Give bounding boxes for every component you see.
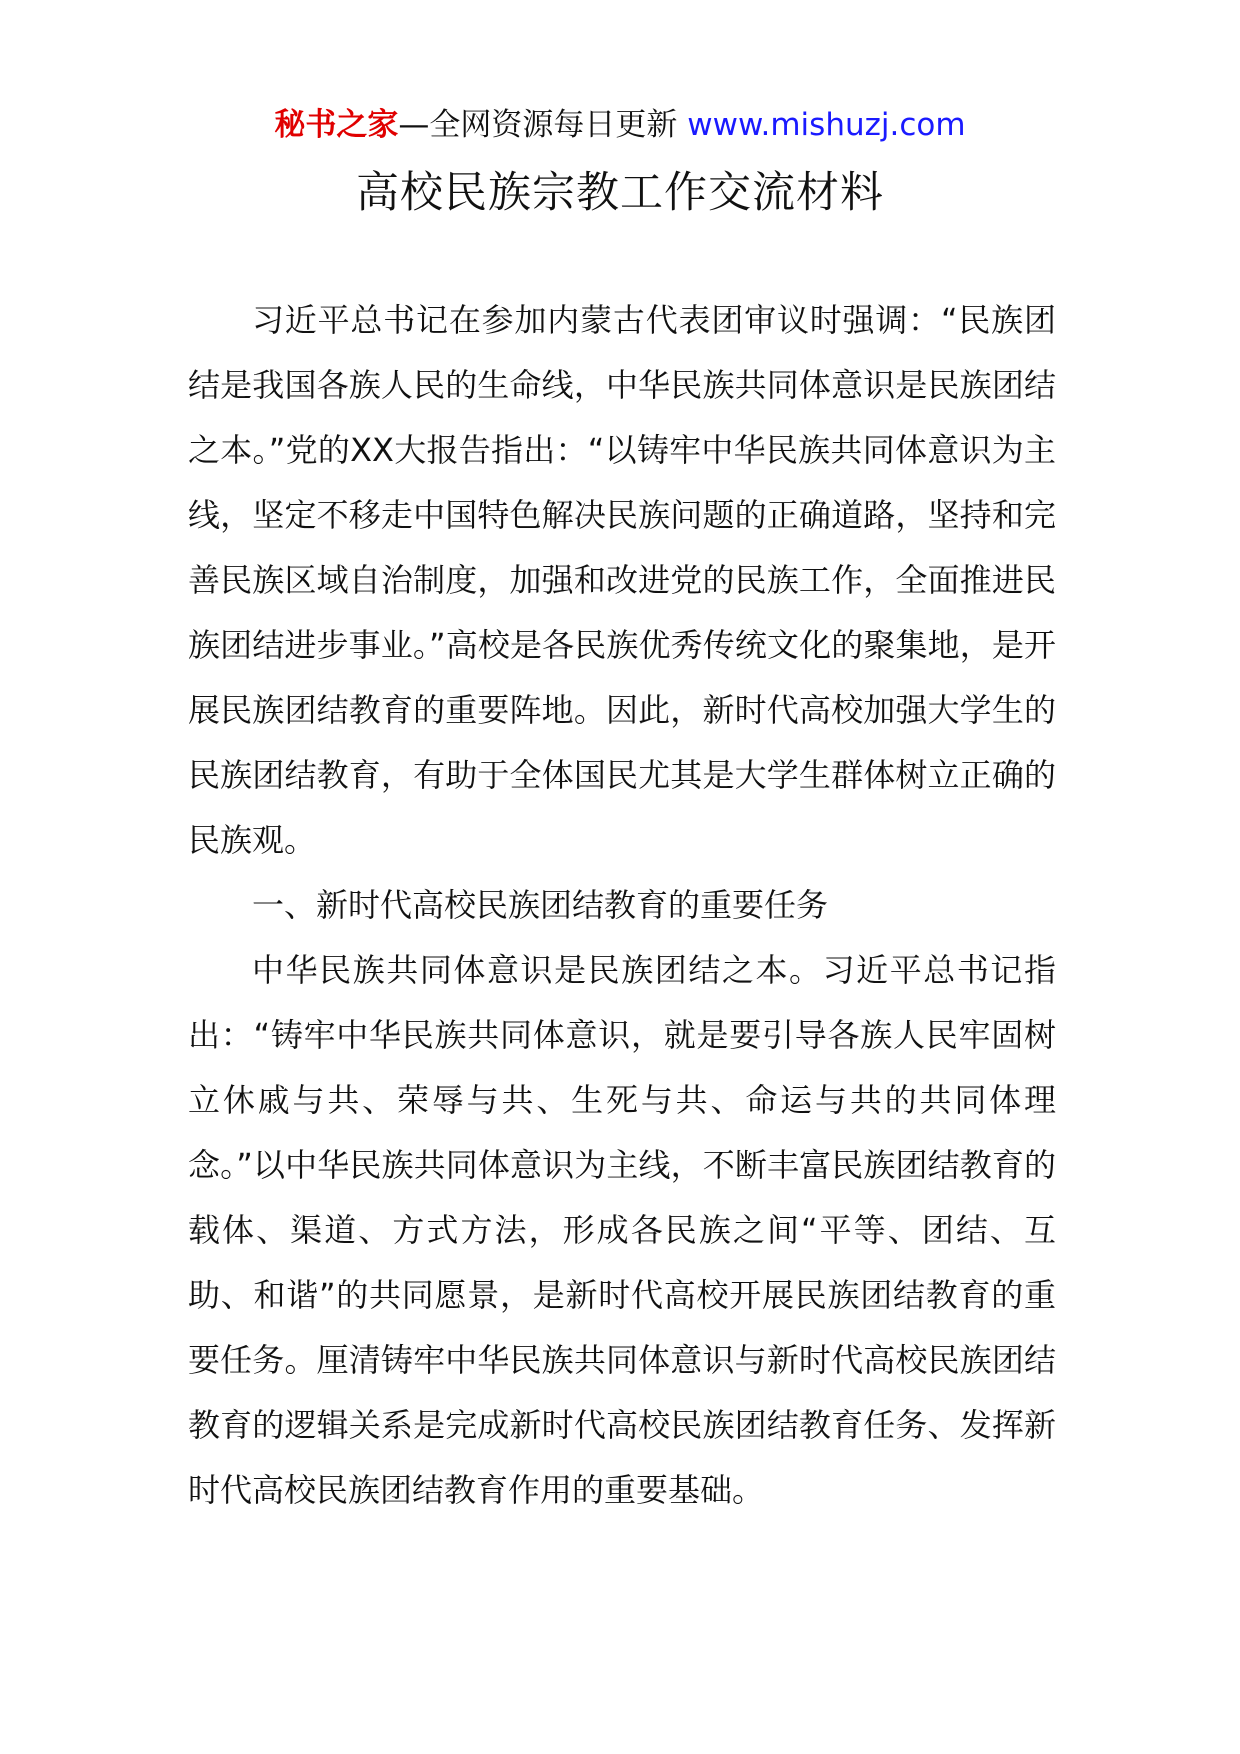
site-tagline: —全网资源每日更新 [398,107,688,143]
site-header [0,100,1240,150]
site-url-link[interactable]: www.mishuzj.com [687,107,966,143]
paragraph-section-one: 中华民族共同体意识是民族团结之本。习近平总书记指出：“铸牢中华民族共同体意识，就是要引导各族人民牢固树立休戚与共、荣辱与共、生死与共、命运与共的共同体理念。”以中华民族共同体意识为主线，不断丰富民族团结教育的载体、渠道、方式方法，形成各民族之间“平等、团结、互助、和谐”的共同愿景，是新时代高校开展民族团结教育的重要任务。厘清铸牢中华民族共同体意识与新时代高校民族团结教育的逻辑关系是完成新时代高校民族团结教育任务、发挥新时代高校民族团结教育作用的重要基础。 [188,951,1056,1509]
section-heading: 一、新时代高校民族团结教育的重要任务 [252,886,829,924]
document-title: 高校民族宗教工作交流材料 [356,168,884,218]
paragraph-intro: 习近平总书记在参加内蒙古代表团审议时强调：“民族团结是我国各族人民的生命线，中华民族共同体意识是民族团结之本。”党的XX大报告指出：“以铸牢中华民族共同体意识为主线，坚定不移走中国特色解决民族问题的正确道路，坚持和完善民族区域自治制度，加强和改进党的民族工作，全面推进民族团结进步事业。”高校是各民族优秀传统文化的聚集地，是开展民族团结教育的重要阵地。因此，新时代高校加强大学生的民族团结教育，有助于全体国民尤其是大学生群体树立正确的民族观。 [188,301,1056,859]
document-body [188,288,1056,1523]
site-brand: 秘书之家 [274,107,399,143]
